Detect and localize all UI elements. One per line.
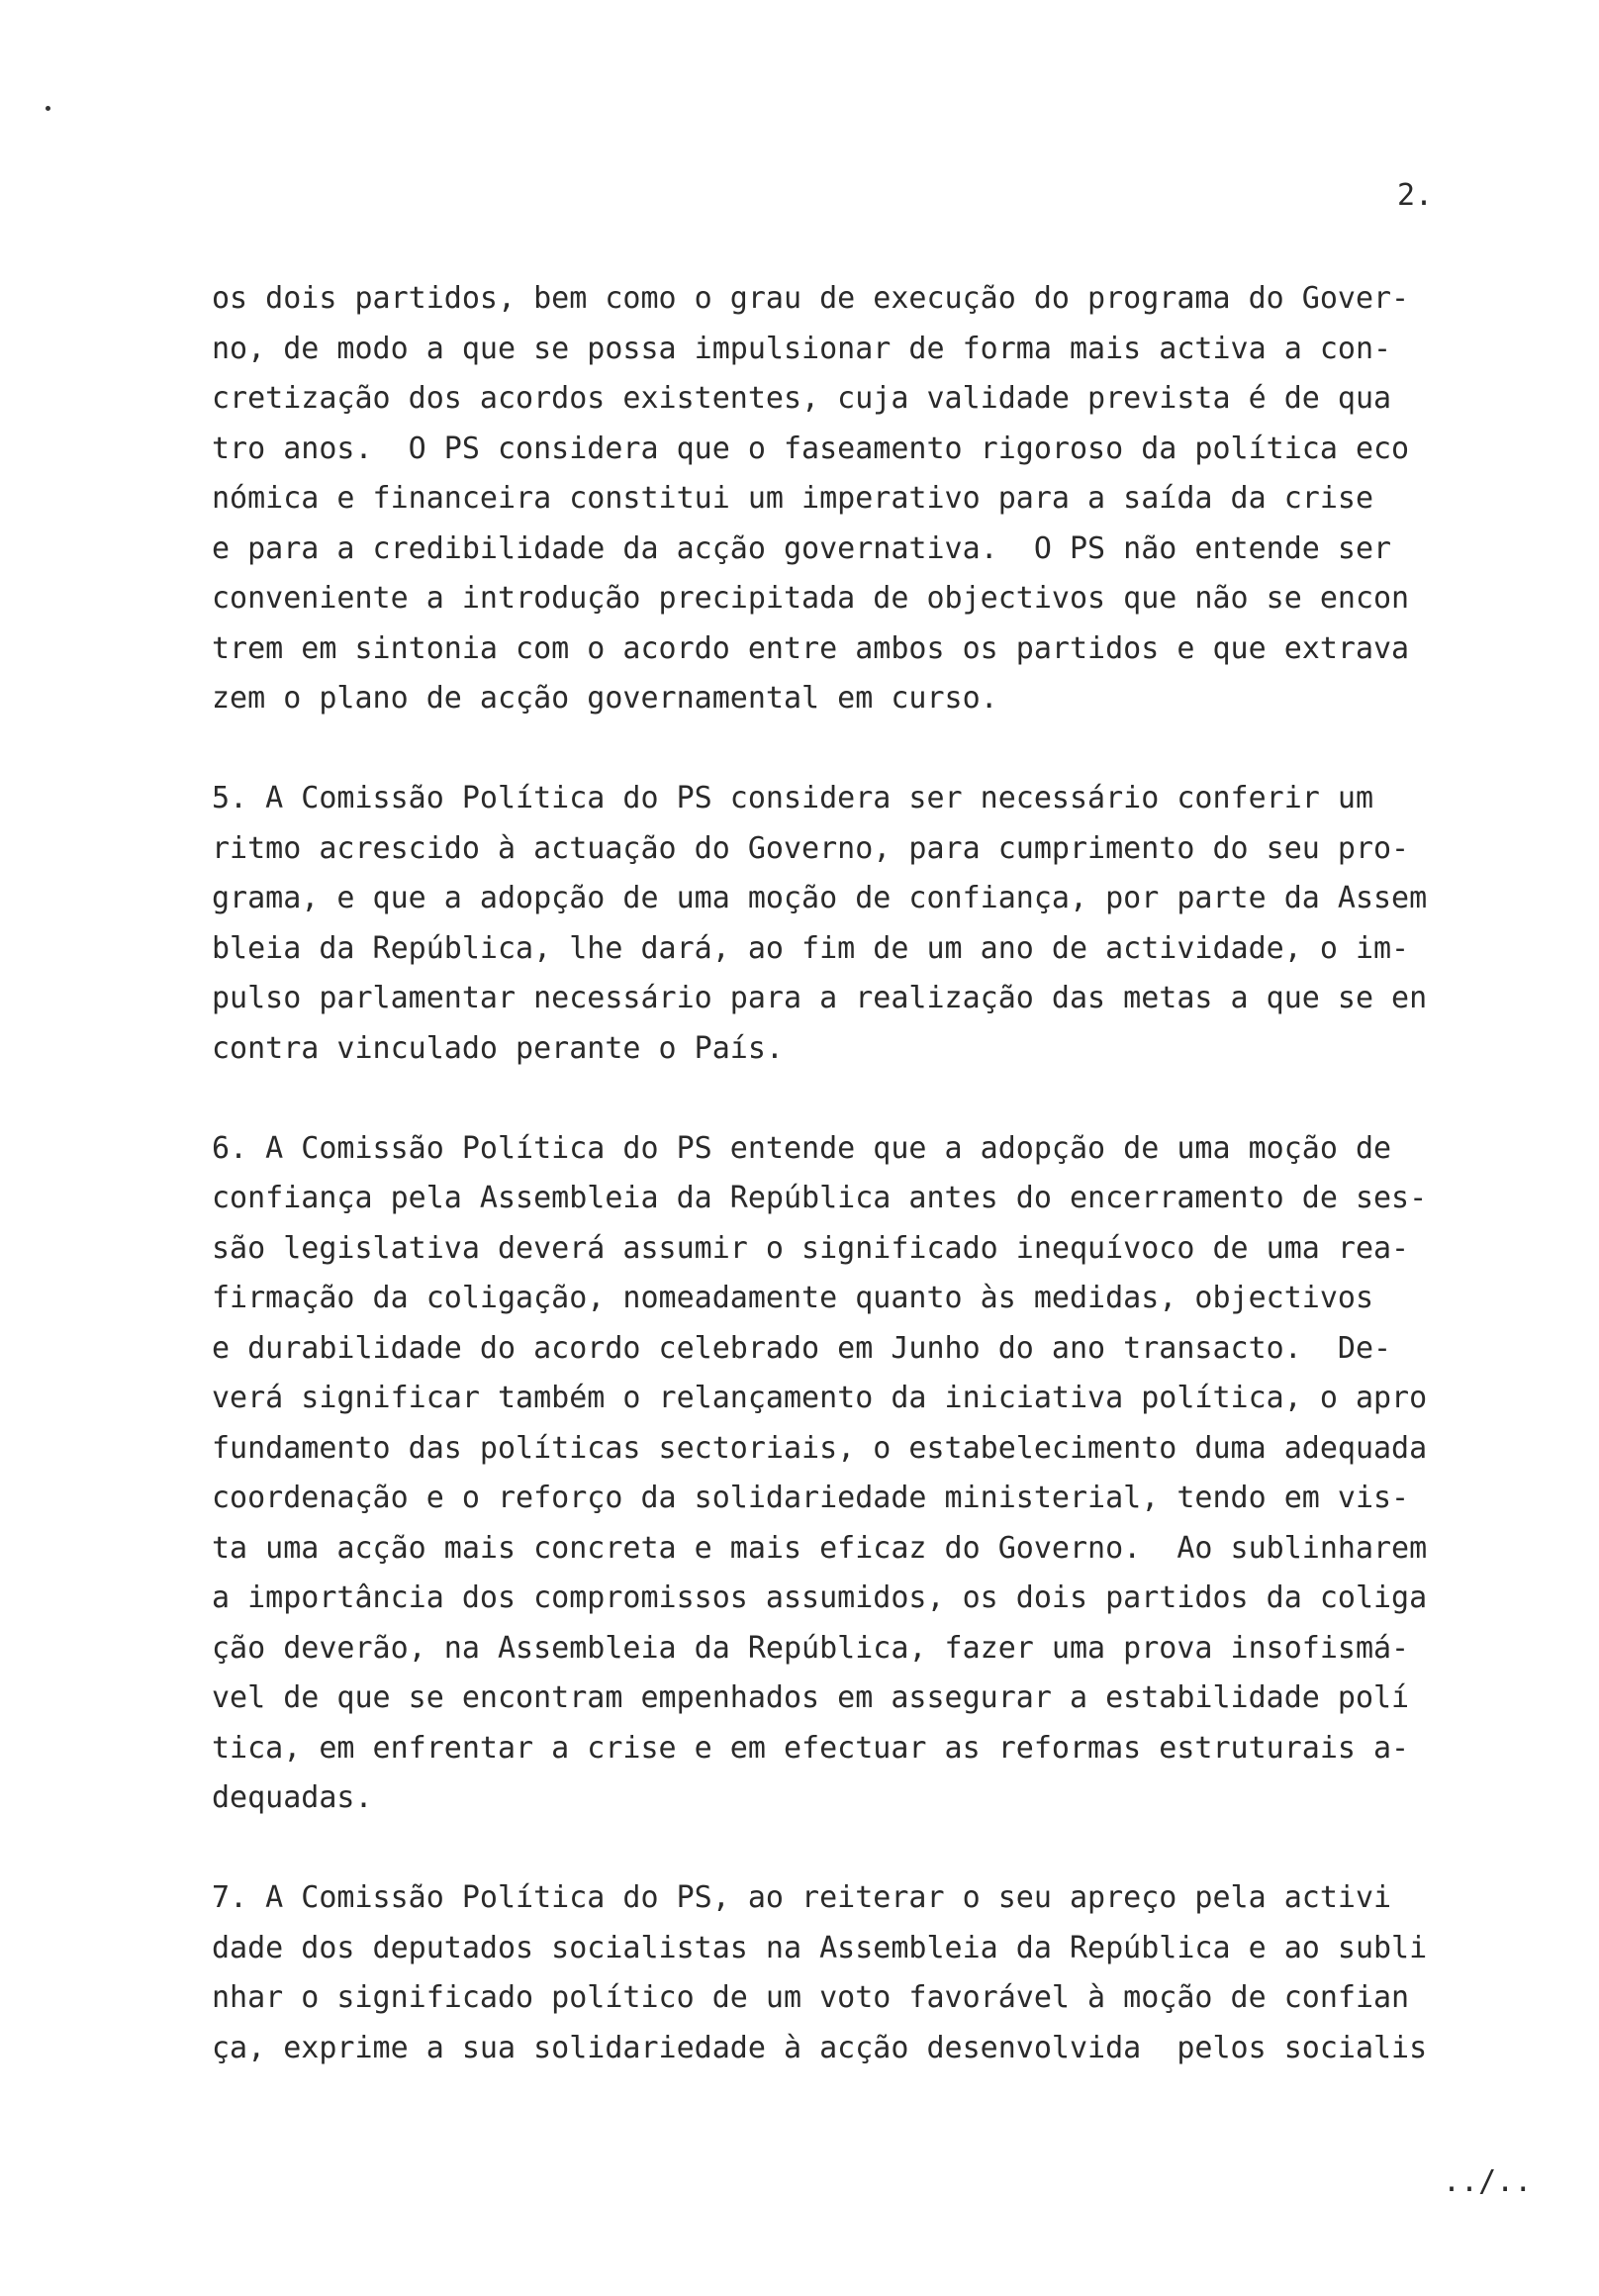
text-line: 6. A Comissão Política do PS entende que a adopção de uma moção de: [212, 1130, 1392, 1166]
text-line: 5. A Comissão Política do PS considera ser necessário conferir um: [212, 781, 1373, 815]
text-line: firmação da coligação, nomeadamente quanto às medidas, objectivos: [212, 1281, 1373, 1315]
paragraph-gap: [212, 1074, 1577, 1124]
paragraph-6: [212, 1124, 1577, 1824]
text-line: dequadas.: [212, 1780, 373, 1815]
text-line: conveniente a introdução precipitada de objectivos que não se encon: [212, 581, 1410, 616]
text-line: fundamento das políticas sectoriais, o estabelecimento duma adequada: [212, 1430, 1428, 1466]
text-line: dade dos deputados socialistas na Assembleia da República e ao subli: [212, 1930, 1428, 1965]
text-line: tica, em enfrentar a crise e em efectuar as reformas estruturais a-: [212, 1730, 1410, 1766]
text-line: os dois partidos, bem como o grau de execução do programa do Gover-: [212, 281, 1410, 316]
text-line: nhar o significado político de um voto favorável à moção de confian: [212, 1980, 1410, 2015]
text-line: tro anos. O PS considera que o faseamento rigoroso da política eco: [212, 430, 1410, 466]
text-line: nómica e financeira constitui um imperativo para a saída da crise: [212, 481, 1373, 516]
text-line: ta uma acção mais concreta e mais eficaz do Governo. Ao sublinharem: [212, 1530, 1428, 1566]
text-line: bleia da República, lhe dará, ao fim de um ano de actividade, o im-: [212, 930, 1410, 966]
text-line: pulso parlamentar necessário para a realização das metas a que se en: [212, 981, 1428, 1015]
text-line: coordenação e o reforço da solidariedade ministerial, tendo em vis-: [212, 1481, 1410, 1515]
paragraph-7: [212, 1873, 1577, 2073]
text-line: confiança pela Assembleia da República antes do encerramento de ses-: [212, 1181, 1428, 1215]
text-line: e para a credibilidade da acção governativa. O PS não entende ser: [212, 530, 1392, 566]
text-line: zem o plano de acção governamental em curso.: [212, 681, 998, 716]
text-line: ritmo acrescido à actuação do Governo, para cumprimento do seu pro-: [212, 830, 1410, 866]
text-line: no, de modo a que se possa impulsionar de forma mais activa a con-: [212, 331, 1392, 366]
text-line: vel de que se encontram empenhados em assegurar a estabilidade polí: [212, 1680, 1410, 1715]
text-line: ça, exprime a sua solidariedade à acção desenvolvida pelos socialis: [212, 2030, 1428, 2065]
continuation-mark: ../..: [1443, 2164, 1533, 2199]
text-line: verá significar também o relançamento da iniciativa política, o apro: [212, 1381, 1428, 1415]
page-number: 2.: [1397, 178, 1434, 213]
text-line: 7. A Comissão Política do PS, ao reiterar o seu apreço pela activi: [212, 1880, 1392, 1915]
scan-speck: [46, 106, 50, 111]
text-line: e durabilidade do acordo celebrado em Junho do ano transacto. De-: [212, 1330, 1392, 1366]
paragraph-gap: [212, 724, 1577, 775]
paragraph-continuation: [212, 274, 1577, 724]
text-line: ção deverão, na Assembleia da República, fazer uma prova insofismá-: [212, 1630, 1410, 1666]
paragraph-5: [212, 774, 1577, 1074]
text-line: a importância dos compromissos assumidos, os dois partidos da coliga: [212, 1580, 1428, 1615]
text-line: trem em sintonia com o acordo entre ambos os partidos e que extrava: [212, 630, 1410, 666]
body-text: [212, 274, 1577, 2073]
text-line: são legislativa deverá assumir o significado inequívoco de uma rea-: [212, 1230, 1410, 1266]
text-line: cretização dos acordos existentes, cuja validade prevista é de qua: [212, 381, 1392, 416]
text-line: grama, e que a adopção de uma moção de confiança, por parte da Assem: [212, 881, 1428, 915]
text-line: contra vinculado perante o País.: [212, 1030, 784, 1066]
paragraph-gap: [212, 1824, 1577, 1874]
